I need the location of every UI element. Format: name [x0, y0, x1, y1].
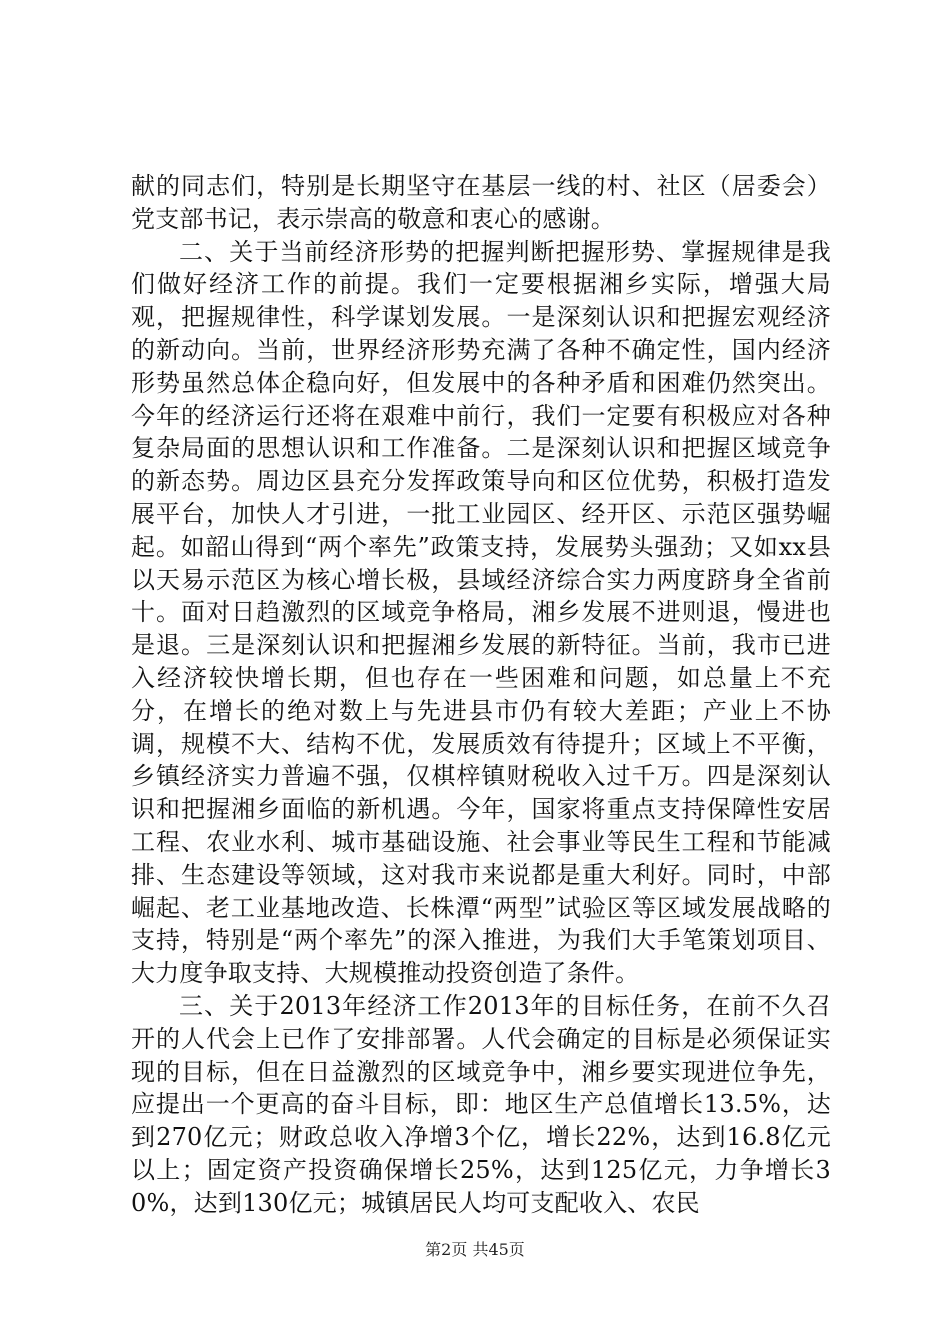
- document-body: [131, 170, 831, 1220]
- paragraph-economic-situation: 二、关于当前经济形势的把握判断把握形势、掌握规律是我们做好经济工作的前提。我们一定要根据湘乡实际，增强大局观，把握规律性，科学谋划发展。一是深刻认识和把握宏观经济的新动向。当前，世界经济形势充满了各种不确定性，国内经济形势虽然总体企稳向好，但发展中的各种矛盾和困难仍然突出。今年的经济运行还将在艰难中前行，我们一定要有积极应对各种复杂局面的思想认识和工作准备。二是深刻认识和把握区域竞争的新态势。周边区县充分发挥政策导向和区位优势，积极打造发展平台，加快人才引进，一批工业园区、经开区、示范区强势崛起。如韶山得到“两个率先”政策支持，发展势头强劲；又如xx县以天易示范区为核心增长极，县域经济综合实力两度跻身全省前十。面对日趋激烈的区域竞争格局，湘乡发展不进则退，慢进也是退。三是深刻认识和把握湘乡发展的新特征。当前，我市已进入经济较快增长期，但也存在一些困难和问题，如总量上不充分，在增长的绝对数上与先进县市仍有较大差距；产业上不协调，规模不大、结构不优，发展质效有待提升；区域上不平衡，乡镇经济实力普遍不强，仅棋梓镇财税收入过千万。四是深刻认识和把握湘乡面临的新机遇。今年，国家将重点支持保障性安居工程、农业水利、城市基础设施、社会事业等民生工程和节能减排、生态建设等领域，这对我市来说都是重大利好。同时，中部崛起、老工业基地改造、长株潭“两型”试验区等区域发展战略的支持，特别是“两个率先”的深入推进，为我们大手笔策划项目、大力度争取支持、大规模推动投资创造了条件。: [131, 237, 831, 988]
- paragraph-2013-economic-work: 三、关于2013年经济工作2013年的目标任务，在前不久召开的人代会上已作了安排部署。人代会确定的目标是必须保证实现的目标，但在日益激烈的区域竞争中，湘乡要实现进位争先，应提出一个更高的奋斗目标，即：地区生产总值增长13.5%，达到270亿元；财政总收入净增3个亿，增长22%，达到16.8亿元以上；固定资产投资确保增长25%，达到125亿元，力争增长30%，达到130亿元；城镇居民人均可支配收入、农民: [131, 991, 831, 1217]
- page-footer: 第2页 共45页: [425, 1240, 525, 1259]
- paragraph-continuation: 献的同志们，特别是长期坚守在基层一线的村、社区（居委会）党支部书记，表示崇高的敬意和衷心的感谢。: [131, 172, 831, 233]
